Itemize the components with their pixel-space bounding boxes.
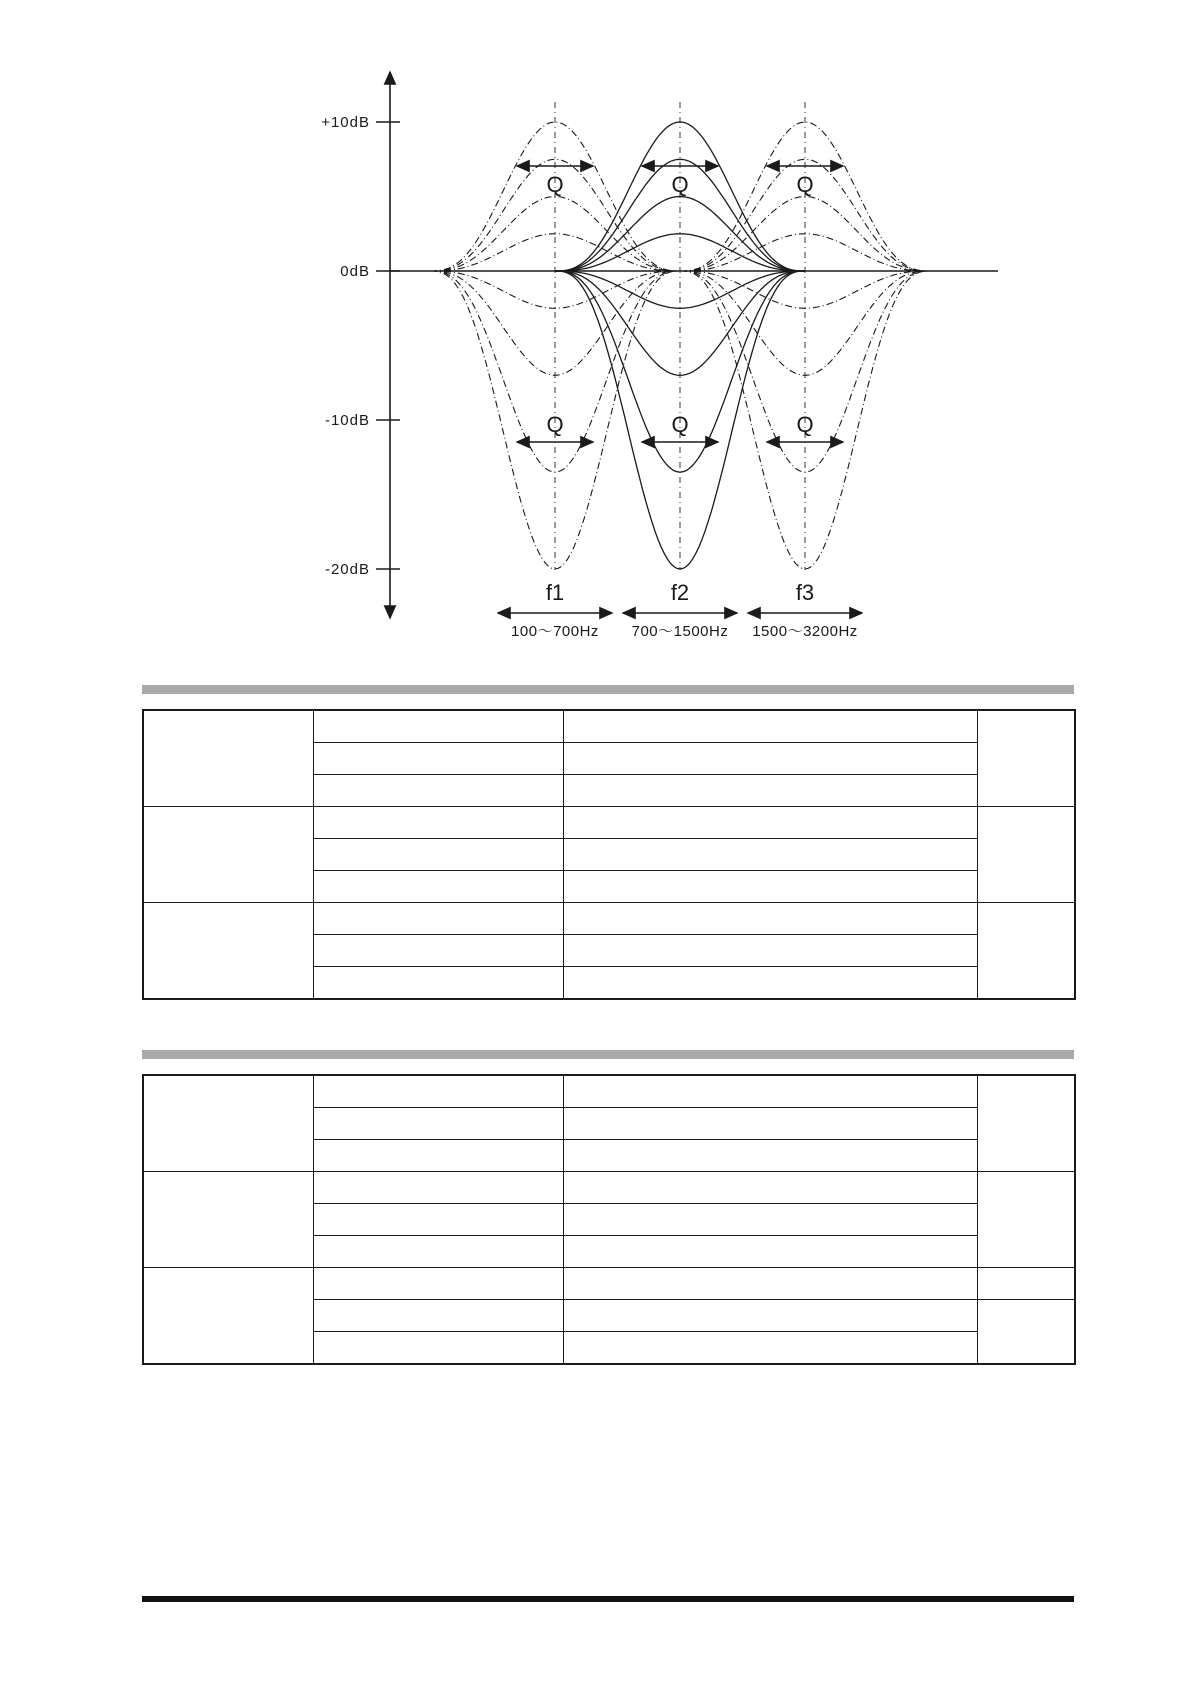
value-cell (563, 903, 977, 935)
parameter-cell (313, 710, 563, 743)
value-cell (563, 710, 977, 743)
q-label-3-2: Q (796, 412, 814, 437)
band-name-2: f2 (670, 580, 690, 605)
y-axis (321, 72, 998, 618)
value-cell (563, 1332, 977, 1365)
value-cell (563, 1172, 977, 1204)
parameter-cell (313, 935, 563, 967)
parameter-cell (313, 1332, 563, 1365)
value-cell (563, 871, 977, 903)
parameter-cell (313, 1268, 563, 1300)
section-divider-2 (142, 1050, 1074, 1059)
value-cell (563, 1300, 977, 1332)
note-cell (977, 710, 1075, 807)
value-cell (563, 1075, 977, 1108)
value-cell (563, 807, 977, 839)
value-cell (563, 775, 977, 807)
group-label-cell (143, 1075, 313, 1172)
table-row (143, 710, 1075, 743)
parameter-cell (313, 1300, 563, 1332)
note-cell (977, 1075, 1075, 1172)
table-row (143, 903, 1075, 935)
footer-rule (142, 1596, 1074, 1602)
parameter-cell (313, 903, 563, 935)
note-cell (977, 1172, 1075, 1268)
parameter-cell (313, 1140, 563, 1172)
y-tick-label-0: +10dB (321, 114, 370, 131)
y-tick-label-1: 0dB (340, 263, 370, 280)
group-label-cell (143, 903, 313, 1000)
note-cell (977, 807, 1075, 903)
parameter-cell (313, 743, 563, 775)
parameter-cell (313, 1204, 563, 1236)
value-cell (563, 1204, 977, 1236)
parameter-cell (313, 1172, 563, 1204)
group-label-cell (143, 710, 313, 807)
band-name-3: f3 (795, 580, 815, 605)
value-cell (563, 967, 977, 1000)
q-label-2-1: Q (671, 172, 689, 197)
note-cell (977, 1300, 1075, 1365)
value-cell (563, 935, 977, 967)
spec-table-2 (142, 1074, 1076, 1365)
table-row (143, 1075, 1075, 1108)
value-cell (563, 839, 977, 871)
q-label-1-2: Q (546, 412, 564, 437)
parameter-cell (313, 967, 563, 1000)
eq-response-diagram (0, 0, 1191, 660)
value-cell (563, 1268, 977, 1300)
q-label-3-1: Q (796, 172, 814, 197)
y-tick-label-2: -10dB (324, 412, 370, 429)
spec-table-1 (142, 709, 1076, 1000)
band-range-1: 100～700Hz (511, 623, 599, 640)
group-label-cell (143, 1268, 313, 1365)
note-cell (977, 903, 1075, 1000)
parameter-cell (313, 775, 563, 807)
value-cell (563, 1236, 977, 1268)
frequency-bands (498, 580, 862, 640)
parameter-cell (313, 1075, 563, 1108)
table-row (143, 1172, 1075, 1204)
parameter-cell (313, 871, 563, 903)
note-cell (977, 1268, 1075, 1300)
parameter-cell (313, 1236, 563, 1268)
parameter-cell (313, 1108, 563, 1140)
q-label-2-2: Q (671, 412, 689, 437)
value-cell (563, 1140, 977, 1172)
q-label-1-1: Q (546, 172, 564, 197)
section-divider-1 (142, 685, 1074, 694)
group-label-cell (143, 807, 313, 903)
band-range-2: 700～1500Hz (631, 623, 729, 640)
table-row (143, 1268, 1075, 1300)
y-tick-label-3: -20dB (324, 561, 370, 578)
value-cell (563, 743, 977, 775)
band-name-1: f1 (545, 580, 565, 605)
table-row (143, 807, 1075, 839)
band-range-3: 1500～3200Hz (752, 623, 858, 640)
parameter-cell (313, 807, 563, 839)
group-label-cell (143, 1172, 313, 1268)
parameter-cell (313, 839, 563, 871)
value-cell (563, 1108, 977, 1140)
